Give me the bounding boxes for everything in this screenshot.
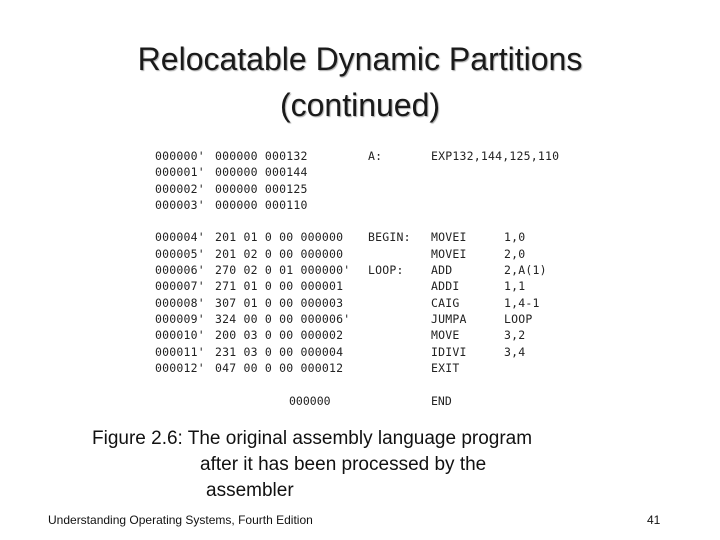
- listing-address: 000000': [155, 149, 205, 163]
- listing-opcode: MOVEI: [431, 230, 467, 245]
- listing-opcode: EXP132,144,125,110: [431, 149, 560, 163]
- listing-address: 000011': [155, 344, 205, 359]
- listing-operands: 1,4-1: [504, 295, 540, 310]
- listing-address: 000005': [155, 246, 205, 261]
- end-machine-code: 000000: [289, 394, 331, 408]
- caption-line-1: Figure 2.6: The original assembly language program: [92, 428, 533, 449]
- listing-machine-code: 000000 000110: [215, 197, 308, 212]
- listing-address: 000003': [155, 197, 205, 212]
- listing-machine-code: 201 01 0 00 000000: [215, 230, 344, 245]
- listing-machine-code: 307 01 0 00 000003: [215, 295, 344, 310]
- listing-label: A:: [368, 149, 383, 163]
- listing-operands: 1,0: [504, 230, 526, 245]
- listing-machine-code: 201 02 0 00 000000: [215, 246, 344, 261]
- listing-opcode: MOVEI: [431, 246, 467, 261]
- listing-operands: 3,2: [504, 328, 526, 343]
- listing-machine-code: 047 00 0 00 000012: [215, 360, 344, 375]
- listing-machine-code: 200 03 0 00 000002: [215, 328, 344, 343]
- listing-opcode: CAIG: [431, 295, 460, 310]
- listing-address: 000006': [155, 263, 205, 278]
- listing-machine-code: 271 01 0 00 000001: [215, 279, 344, 294]
- slide-title-line-1: Relocatable Dynamic Partitions: [137, 41, 583, 77]
- listing-operands: 2,A(1): [504, 263, 547, 278]
- listing-address: 000004': [155, 230, 205, 245]
- listing-address: 000002': [155, 181, 205, 196]
- end-directive: END: [431, 394, 452, 408]
- page-number: 41: [647, 513, 661, 527]
- listing-machine-code: 231 03 0 00 000004: [215, 344, 344, 359]
- listing-opcode: MOVE: [431, 328, 460, 343]
- listing-address: 000010': [155, 328, 205, 343]
- listing-label: BEGIN:: [368, 230, 411, 245]
- listing-address: 000007': [155, 279, 205, 294]
- listing-address: 000008': [155, 295, 205, 310]
- footer-text: Understanding Operating Systems, Fourth Edition: [48, 513, 313, 527]
- listing-address: 000012': [155, 360, 205, 375]
- listing-opcode: JUMPA: [431, 311, 467, 326]
- caption-line-2: after it has been processed by the: [200, 454, 487, 475]
- figure-caption: [92, 426, 612, 504]
- listing-operands: 3,4: [504, 344, 526, 359]
- listing-operands: LOOP: [504, 311, 533, 326]
- listing-machine-code: 324 00 0 00 000006': [215, 311, 351, 326]
- listing-machine-code: 000000 000132: [215, 149, 308, 163]
- listing-machine-code: 270 02 0 01 000000': [215, 263, 351, 278]
- slide-title-line-2: (continued): [279, 87, 441, 123]
- listing-label: LOOP:: [368, 263, 404, 278]
- listing-machine-code: 000000 000125: [215, 181, 308, 196]
- listing-address: 000009': [155, 311, 205, 326]
- listing-opcode: ADDI: [431, 279, 460, 294]
- listing-opcode: IDIVI: [431, 344, 467, 359]
- slide-title: [0, 36, 720, 128]
- listing-opcode: EXIT: [431, 360, 460, 375]
- listing-opcode: ADD: [431, 263, 453, 278]
- caption-line-3: assembler: [206, 480, 294, 501]
- listing-address: 000001': [155, 165, 205, 180]
- listing-operands: 1,1: [504, 279, 526, 294]
- listing-operands: 2,0: [504, 246, 526, 261]
- listing-machine-code: 000000 000144: [215, 165, 308, 180]
